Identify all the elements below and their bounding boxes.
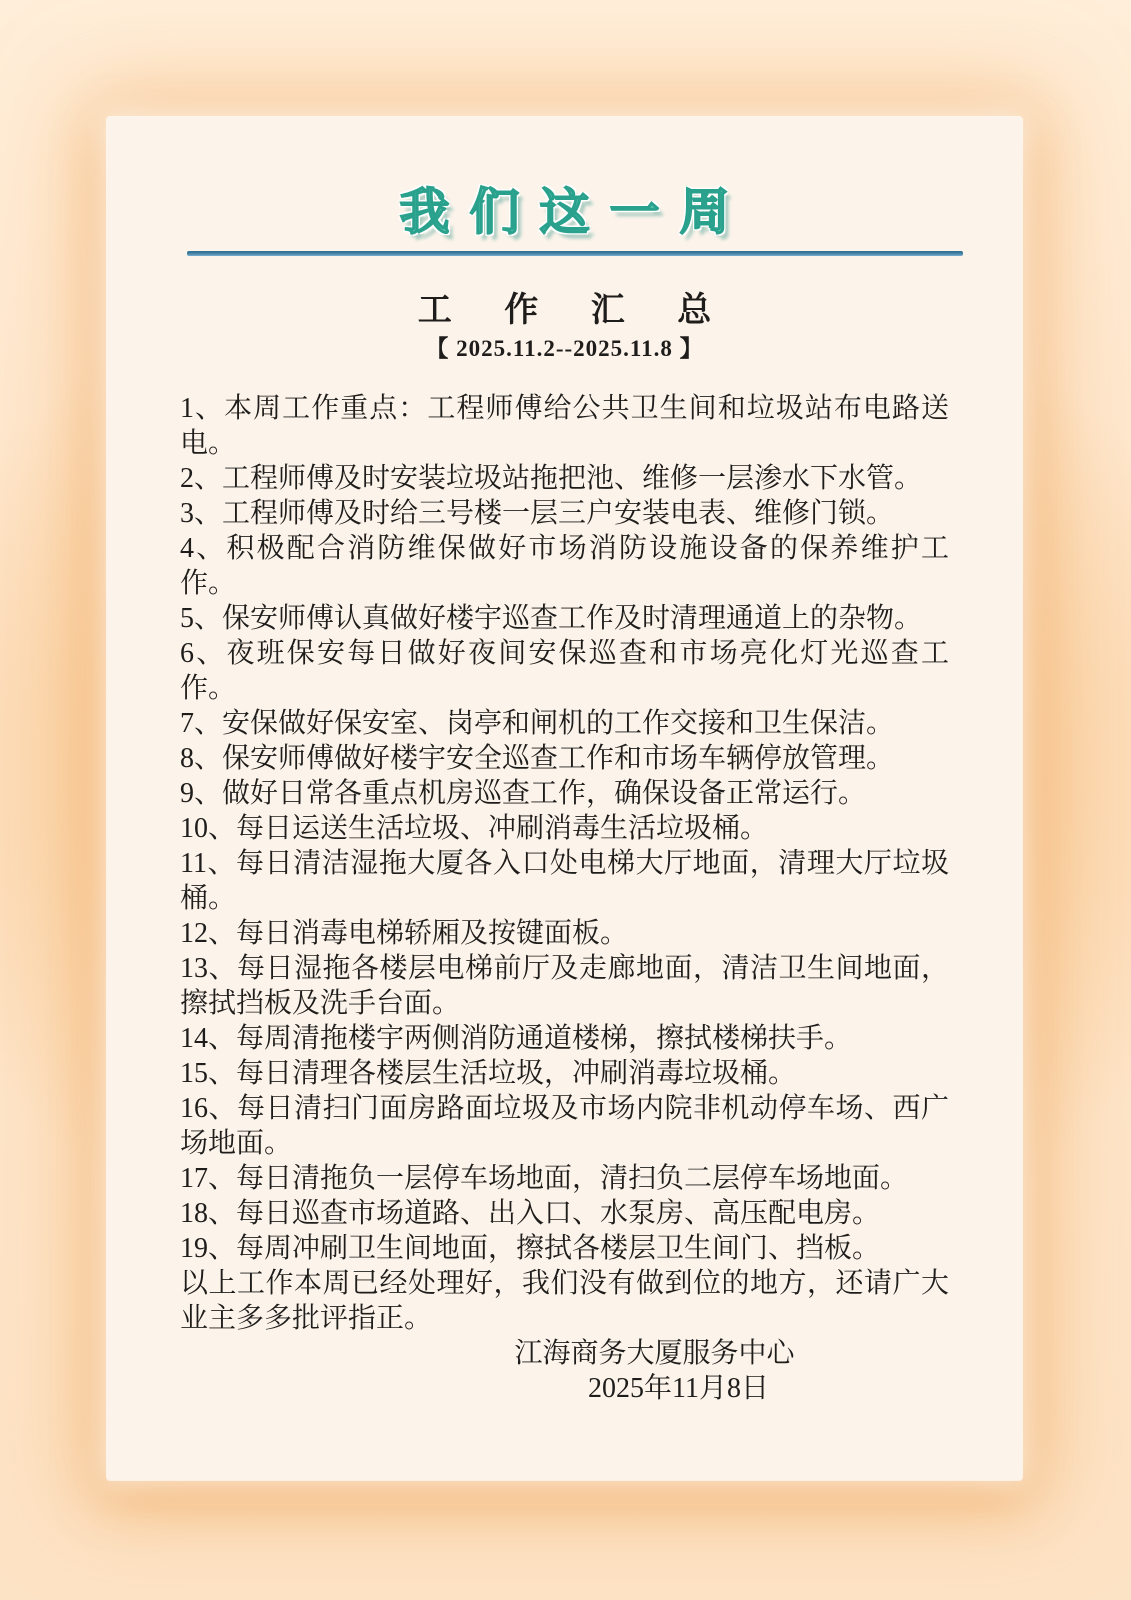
section-title: 工 作 汇 总: [417, 292, 734, 329]
work-item: 19、每周冲刷卫生间地面，擦拭各楼层卫生间门、挡板。: [180, 1233, 881, 1264]
work-item: 6、夜班保安每日做好夜间安保巡查和市场亮化灯光巡查工作。: [180, 638, 949, 704]
work-item: 10、每日运送生活垃圾、冲刷消毒生活垃圾桶。: [180, 813, 769, 844]
signature-date: 2025年11月8日: [588, 1373, 769, 1404]
work-item: 9、做好日常各重点机房巡查工作，确保设备正常运行。: [180, 778, 867, 809]
work-item: 15、每日清理各楼层生活垃圾，冲刷消毒垃圾桶。: [180, 1058, 797, 1089]
work-item: 1、本周工作重点：工程师傅给公共卫生间和垃圾站布电路送电。: [180, 393, 949, 459]
title-divider-line: [187, 251, 963, 256]
notice-card: [107, 117, 1022, 1480]
work-item: 14、每周清拖楼宇两侧消防通道楼梯，擦拭楼梯扶手。: [180, 1023, 853, 1054]
work-item: 12、每日消毒电梯轿厢及按键面板。: [180, 918, 629, 949]
date-range: 【 2025.11.2--2025.11.8 】: [425, 336, 704, 361]
work-summary-list: [180, 391, 949, 1266]
work-item: 7、安保做好保安室、岗亭和闸机的工作交接和卫生保洁。: [180, 708, 895, 739]
work-item: 18、每日巡查市场道路、出入口、水泵房、高压配电房。: [180, 1198, 881, 1229]
work-item: 11、每日清洁湿拖大厦各入口处电梯大厅地面，清理大厅垃圾桶。: [180, 848, 949, 914]
work-item: 5、保安师傅认真做好楼宇巡查工作及时清理通道上的杂物。: [180, 603, 923, 634]
page-title: 我们这一周: [399, 183, 750, 241]
work-item: 17、每日清拖负一层停车场地面，清扫负二层停车场地面。: [180, 1163, 909, 1194]
work-item: 13、每日湿拖各楼层电梯前厅及走廊地面，清洁卫生间地面，擦拭挡板及洗手台面。: [180, 953, 949, 1019]
work-item: 16、每日清扫门面房路面垃圾及市场内院非机动停车场、西广场地面。: [180, 1093, 949, 1159]
closing-note: 以上工作本周已经处理好，我们没有做到位的地方，还请广大业主多多批评指正。: [180, 1268, 949, 1334]
work-item: 3、工程师傅及时给三号楼一层三户安装电表、维修门锁。: [180, 498, 895, 529]
work-item: 2、工程师傅及时安装垃圾站拖把池、维修一层渗水下水管。: [180, 463, 923, 494]
work-item: 4、积极配合消防维保做好市场消防设施设备的保养维护工作。: [180, 533, 949, 599]
signature-organization: 江海商务大厦服务中心: [514, 1338, 795, 1369]
work-item: 8、保安师傅做好楼宇安全巡查工作和市场车辆停放管理。: [180, 743, 895, 774]
